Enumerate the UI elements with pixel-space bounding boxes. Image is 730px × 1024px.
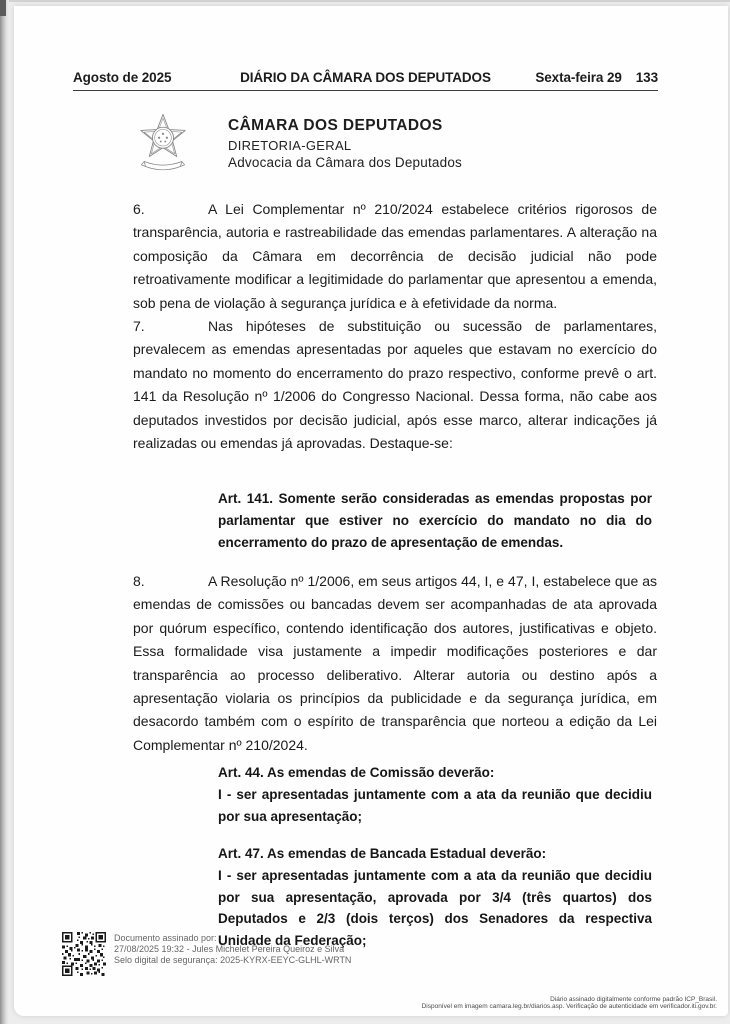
qr-code-icon <box>62 931 106 977</box>
quote-title: Art. 44. As emendas de Comissão deverão: <box>218 765 495 780</box>
blockquote-art-44 <box>218 762 652 827</box>
scan-edge-left <box>0 0 9 1024</box>
header-weekday: Sexta-feira 29 <box>535 70 622 85</box>
quote-text: Art. 141. Somente serão consideradas as emendas propostas por parlamentar que estiver no exercício do mandato no dia do encerramento do prazo de apresentação de emendas. <box>218 491 652 550</box>
paragraph-number: 6. <box>133 201 145 217</box>
blockquote-art-141 <box>218 488 652 553</box>
letterhead-dept: DIRETORIA-GERAL <box>228 138 352 153</box>
quote-title: Art. 47. As emendas de Bancada Estadual deverão: <box>218 846 547 861</box>
letterhead-unit: Advocacia da Câmara dos Deputados <box>228 155 462 170</box>
paragraph-6 <box>133 198 657 315</box>
scan-edge-top <box>0 0 730 2</box>
fineprint <box>422 996 717 1010</box>
header-date-page <box>535 70 658 85</box>
signature-line-2: 27/08/2025 19:32 - Jules Michelet Pereira Queiroz e Silva <box>114 944 345 955</box>
scan-corner-mark <box>0 0 6 16</box>
header-page-number: 133 <box>635 70 658 85</box>
paragraph-text: Nas hipóteses de substituição ou sucessão de parlamentares, prevalecem as emendas apresentadas por aqueles que estavam no exercício do mandato no momento do encerramento do prazo respectivo, conforme prevê o art. 141 da Resolução nº 1/2006 do Congresso Nacional. Dessa forma, não cabe aos deputados investidos por decisão judicial, após esse marco, alterar indicações já realizadas ou emendas já aprovadas. Destaque-se: <box>133 318 657 452</box>
signature-line-1: Documento assinado por: <box>114 933 217 943</box>
paragraph-number: 7. <box>133 318 145 334</box>
letterhead-org: CÂMARA DOS DEPUTADOS <box>228 117 443 134</box>
fineprint-line-2: Disponível em imagem camara.leg.br/diarios.asp. Verificação de autenticidade em verificador.iti.gov.br. <box>421 1003 717 1010</box>
header-title: DIÁRIO DA CÂMARA DOS DEPUTADOS <box>240 70 491 85</box>
letterhead-text <box>228 117 462 170</box>
page-header <box>73 62 658 91</box>
fineprint-line-1: Diário assinado digitalmente conforme padrão ICP_Brasil. <box>550 996 717 1003</box>
brazil-coat-of-arms-icon <box>135 110 191 182</box>
signature-line-3: Selo digital de segurança: 2025-KYRX-EEYC-GLHL-WRTN <box>114 955 352 966</box>
header-month: Agosto de 2025 <box>73 70 172 85</box>
signature-text <box>114 933 351 967</box>
paragraph-text: A Resolução nº 1/2006, em seus artigos 44, I, e 47, I, estabelece que as emendas de comissões ou bancadas devem ser acompanhadas de ata aprovada por quórum específico, contendo identificação dos autores, justificativas e objeto. Essa formalidade visa justamente a impedir modificações posteriores e dar transparência ao processo deliberativo. Alterar autoria ou destino após a apresentação violaria os princípios da publicidade e da segurança jurídica, em desacordo também com o espírito de transparência que norteou a edição da Lei Complementar nº 210/2024. <box>133 573 657 753</box>
quote-item: I - ser apresentadas juntamente com a ata da reunião que decidiu por sua apresentação, aprovada por 3/4 (três quartos) dos Deputados e 2/3 (dois terços) dos Senadores da respectiva Unidade da Federação; <box>218 867 652 949</box>
paragraph-number: 8. <box>133 573 145 589</box>
quote-item: I - ser apresentadas juntamente com a ata da reunião que decidiu por sua apresentação; <box>218 786 652 824</box>
paragraph-7 <box>133 315 657 455</box>
paragraph-8 <box>133 570 657 757</box>
document-page <box>14 6 728 1016</box>
paragraph-text: A Lei Complementar nº 210/2024 estabelece critérios rigorosos de transparência, autoria e rastreabilidade das emendas parlamentares. A alteração na composição da Câmara em decorrência de decisão judicial não pode retroativamente modificar a legitimidade do parlamentar que apresentou a emenda, sob pena de violação à segurança jurídica e à efetividade da norma. <box>133 201 657 311</box>
